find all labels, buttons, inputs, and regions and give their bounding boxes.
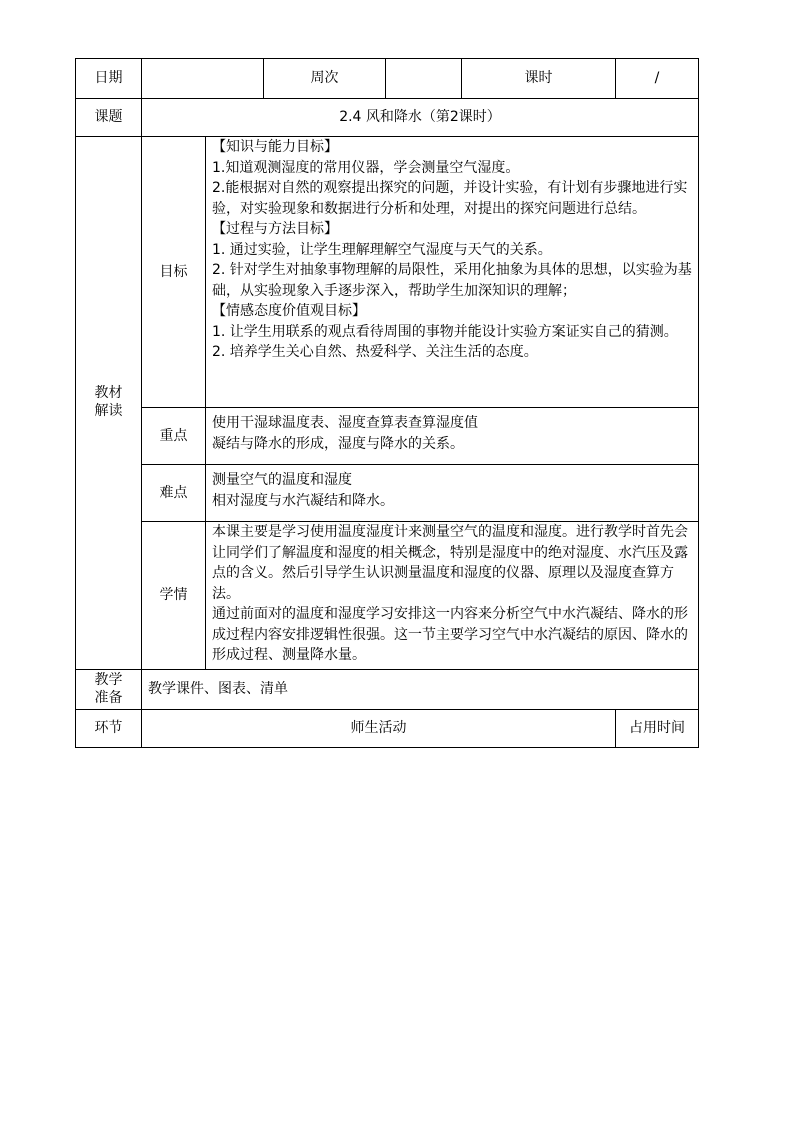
week-label: 周次 [264,59,386,99]
goals-line: 【情感态度价值观目标】 [212,303,366,319]
student-analysis-row [76,522,699,670]
difficulties-row [76,465,699,522]
key-points-content [206,408,699,465]
header-row [76,59,699,99]
student-analysis-label: 学情 [142,522,206,670]
key-points-label: 重点 [142,408,206,465]
period-value: / [616,59,699,99]
topic-row [76,99,699,137]
preparation-label-line2: 准备 [94,689,123,706]
textbook-label [76,137,142,670]
student-analysis-paragraph: 通过前面对的温度和湿度学习安排这一内容来分析空气中水汽凝结、降水的形成过程内容安排逻辑性很强。这一节主要学习空气中水汽凝结的原因、降水的形成过程、测量降水量。 [212,606,688,663]
difficulty-line: 相对湿度与水汽凝结和降水。 [212,492,394,509]
textbook-label-line2: 解读 [94,403,123,420]
preparation-label-line1: 教学 [94,671,123,688]
time-label: 占用时间 [616,710,699,748]
topic-label: 课题 [76,99,142,137]
difficulties-label: 难点 [142,465,206,522]
goals-line: 1. 让学生用联系的观点看待周围的事物并能设计实验方案证实自己的猜测。 [212,323,678,340]
goals-line: 2. 培养学生关心自然、热爱科学、关注生活的态度。 [212,344,538,360]
goals-content [206,137,699,408]
process-header-row [76,710,699,748]
goals-line: 【知识与能力目标】 [212,139,338,155]
key-point-line: 使用干湿球温度表、湿度查算表查算湿度值 [212,415,478,431]
goals-line: 2.能根据对自然的观察提出探究的问题，并设计实验，有计划有步骤地进行实验，对实验现象和数据进行分析和处理，对提出的探究问题进行总结。 [212,180,688,217]
goals-row [76,137,699,408]
date-value [142,59,264,99]
preparation-value: 教学课件、图表、清单 [142,670,699,710]
activity-label: 师生活动 [142,710,616,748]
preparation-row [76,670,699,710]
date-label: 日期 [76,59,142,99]
student-analysis-paragraph: 本课主要是学习使用温度湿度计来测量空气的温度和湿度。进行教学时首先会让同学们了解温度和湿度的相关概念，特别是湿度中的绝对湿度、水汽压及露点的含义。然后引导学生认识测量温度和湿度的仪器、原理以及湿度查算方法。 [212,524,688,602]
key-point-line: 凝结与降水的形成，湿度与降水的关系。 [212,435,464,452]
goals-line: 1.知道观测湿度的常用仪器，学会测量空气湿度。 [212,159,520,176]
key-points-row [76,408,699,465]
lesson-plan-table [75,58,699,748]
student-analysis-content [206,522,699,670]
preparation-label [76,670,142,710]
topic-value: 2.4 风和降水（第2课时） [142,99,699,137]
goals-line: 1. 通过实验，让学生理解理解空气湿度与天气的关系。 [212,241,552,258]
goals-line: 2. 针对学生对抽象事物理解的局限性，采用化抽象为具体的思想，以实验为基础，从实验现象入手逐步深入，帮助学生加深知识的理解； [212,262,692,299]
textbook-label-line1: 教材 [94,385,123,402]
difficulties-content [206,465,699,522]
period-label: 课时 [462,59,616,99]
goals-label: 目标 [142,137,206,408]
difficulty-line: 测量空气的温度和湿度 [212,472,352,488]
stage-label: 环节 [76,710,142,748]
goals-line: 【过程与方法目标】 [212,221,338,237]
week-value [386,59,462,99]
